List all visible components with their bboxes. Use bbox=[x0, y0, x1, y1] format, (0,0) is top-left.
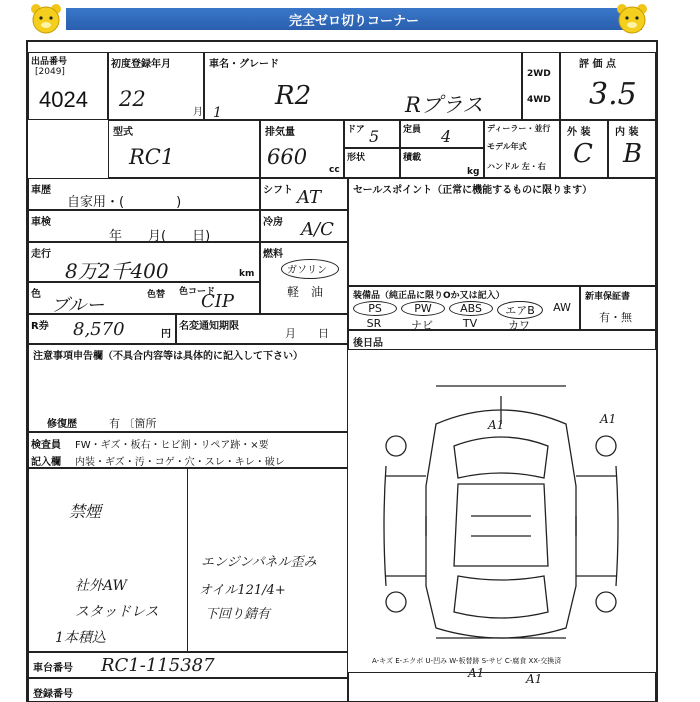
first-reg-year: 22 bbox=[119, 87, 146, 111]
damage-mark: A1 bbox=[526, 672, 543, 686]
header-banner bbox=[6, 2, 694, 36]
inspection-value: 年 月( 日) bbox=[109, 229, 211, 244]
drive-2wd: 2WD bbox=[527, 69, 551, 79]
inspection-box bbox=[28, 210, 260, 242]
equipment-item: エアB bbox=[497, 301, 543, 319]
damage-legend: A-キズ E-エクボ U-凹み W-板替跡 S-サビ C-腐食 XX-交換済 bbox=[372, 657, 562, 665]
handwritten-note: 1本積込 bbox=[55, 630, 106, 646]
mileage-box bbox=[28, 242, 260, 282]
type-value: RC1 bbox=[129, 145, 175, 169]
doors-value: 5 bbox=[369, 127, 380, 146]
first-reg-month: 1 bbox=[213, 105, 222, 121]
handwritten-note: 下回り錆有 bbox=[205, 607, 271, 622]
load-unit: kg bbox=[467, 167, 480, 177]
model-name: R2 bbox=[275, 81, 312, 111]
selling-points-box bbox=[348, 178, 656, 286]
equipment-item: ABS bbox=[449, 301, 493, 316]
chassis-value: RC1-115387 bbox=[101, 655, 215, 676]
type-label: 型式 bbox=[113, 127, 133, 138]
damage-diagram bbox=[348, 350, 656, 686]
load-box bbox=[400, 148, 484, 178]
capacity-label: 定員 bbox=[403, 125, 422, 135]
repair-value: 有 〔箇所 bbox=[109, 417, 157, 430]
repair-label: 修復歴 bbox=[47, 419, 77, 430]
mileage-unit: km bbox=[239, 269, 255, 279]
color-label: 色 bbox=[31, 289, 41, 300]
load-label: 積載 bbox=[403, 153, 422, 163]
damage-legend-row2: 内装・ギズ・汚・コゲ・穴・スレ・キレ・破レ bbox=[75, 457, 285, 468]
grade-name: Rプラス bbox=[405, 93, 484, 117]
handle-label: ハンドル 左・右 bbox=[487, 162, 546, 171]
footer-right-box bbox=[348, 672, 656, 702]
lot-sub: [2049] bbox=[35, 67, 65, 77]
warranty-box bbox=[580, 286, 656, 330]
fuel-box bbox=[260, 242, 348, 314]
capacity-value: 4 bbox=[441, 127, 452, 146]
equipment-item: TV bbox=[462, 317, 478, 330]
recorder-label: 記入欄 bbox=[31, 457, 61, 468]
equipment-item: PS bbox=[353, 301, 397, 316]
shift-value: AT bbox=[297, 187, 322, 208]
doors-label: ドア bbox=[347, 125, 365, 135]
model-grade-box bbox=[204, 52, 522, 120]
interior-grade: B bbox=[623, 139, 643, 169]
use-label: 車歴 bbox=[31, 185, 51, 196]
type-box bbox=[108, 120, 260, 178]
displacement-value: 660 bbox=[267, 145, 308, 169]
registration-box bbox=[28, 678, 348, 702]
handwritten-note: オイル121/4+ bbox=[199, 583, 286, 598]
equipment-item: PW bbox=[401, 301, 445, 316]
notice-box bbox=[176, 314, 348, 344]
equipment-item: SR bbox=[366, 317, 382, 330]
doors-box bbox=[344, 120, 400, 148]
handwritten-note: スタッドレス bbox=[75, 604, 159, 620]
ac-box bbox=[260, 210, 348, 242]
ac-label: 冷房 bbox=[263, 217, 283, 228]
equipment-item: カワ bbox=[508, 319, 530, 332]
use-box bbox=[28, 178, 260, 210]
equipment-item: AW bbox=[553, 301, 571, 314]
color-box bbox=[28, 282, 260, 314]
notice-label: 名変通知期限 bbox=[179, 321, 239, 332]
lot-number-box bbox=[28, 52, 108, 120]
ac-value: A/C bbox=[301, 219, 334, 240]
mileage-value: 8万2千400 bbox=[65, 259, 169, 283]
chassis-label: 車台番号 bbox=[33, 663, 73, 674]
first-registration-box bbox=[108, 52, 204, 120]
lot-number: 4024 bbox=[39, 87, 88, 112]
color-code-label: 色コード bbox=[179, 287, 216, 297]
interior-label: 内 装 bbox=[615, 127, 639, 138]
damage-mark: A1 bbox=[468, 666, 485, 680]
damage-legend-row1: FW・ギズ・板右・ヒビ割・リペア跡・×要 bbox=[75, 440, 269, 451]
recycle-label: R券 bbox=[31, 321, 49, 332]
shape-label: 形状 bbox=[347, 153, 366, 163]
mascot-bear-icon bbox=[612, 2, 652, 34]
fuel-label: 燃料 bbox=[263, 249, 283, 260]
equipment-item: ナビ bbox=[411, 319, 433, 332]
equipment-box bbox=[348, 286, 580, 330]
drive-box bbox=[522, 52, 560, 120]
exterior-label: 外 装 bbox=[567, 127, 591, 138]
shift-label: シフト bbox=[263, 185, 293, 196]
color-value: ブルー bbox=[51, 295, 105, 316]
displacement-unit: cc bbox=[329, 165, 340, 175]
dealer-label: ディーラー・並行 bbox=[487, 124, 551, 133]
exterior-grade-box bbox=[560, 120, 608, 178]
warranty-value: 有・無 bbox=[599, 311, 632, 324]
lot-label: 出品番号 bbox=[31, 57, 68, 67]
recycle-value: 8,570 bbox=[73, 319, 125, 340]
inspection-label: 車検 bbox=[31, 217, 51, 228]
notice-value: 月 日 bbox=[285, 327, 329, 340]
registration-label: 登録番号 bbox=[33, 689, 73, 700]
damage-mark: A1 bbox=[600, 412, 617, 426]
car-outline-diagram bbox=[376, 366, 626, 656]
handwritten-note: 社外AW bbox=[75, 578, 127, 594]
notes-label: 注意事項申告欄（不具合内容等は具体的に記入して下さい） bbox=[33, 351, 303, 362]
banner-title: 完全ゼロ切りコーナー bbox=[66, 8, 642, 30]
handwritten-note: 禁煙 bbox=[69, 502, 102, 521]
auction-sheet bbox=[26, 40, 658, 702]
handwritten-note: エンジンパネル歪み bbox=[201, 555, 317, 570]
mileage-label: 走行 bbox=[31, 249, 51, 260]
model-label: 車名・グレード bbox=[209, 59, 279, 70]
displacement-box bbox=[260, 120, 344, 178]
score-box bbox=[560, 52, 656, 120]
fuel-value: ガソリン bbox=[287, 265, 327, 276]
fuel-alt: 軽 油 bbox=[287, 285, 324, 299]
warranty-label: 新車保証書 bbox=[585, 292, 631, 302]
equipment-label: 装備品（純正品に限りOか又は記入） bbox=[353, 291, 505, 301]
recycle-box bbox=[28, 314, 176, 344]
later-install-box bbox=[348, 330, 656, 350]
model-year-label: モデル年式 bbox=[487, 142, 527, 151]
shift-box bbox=[260, 178, 348, 210]
chassis-box bbox=[28, 652, 348, 678]
first-reg-label: 初度登録年月 bbox=[111, 59, 171, 70]
color-no-label: 色替 bbox=[147, 290, 166, 300]
score-value: 3.5 bbox=[589, 77, 637, 112]
month-unit: 月 bbox=[193, 107, 203, 118]
remarks-box bbox=[28, 468, 348, 652]
recycle-unit: 円 bbox=[161, 329, 171, 340]
capacity-box bbox=[400, 120, 484, 148]
displacement-label: 排気量 bbox=[265, 127, 295, 138]
selling-points-label: セールスポイント（正常に機能するものに限ります） bbox=[353, 185, 593, 196]
notes-box bbox=[28, 344, 348, 432]
damage-mark: A1 bbox=[488, 418, 505, 432]
color-code: CIP bbox=[201, 291, 234, 312]
interior-grade-box bbox=[608, 120, 656, 178]
damage-legend-box bbox=[28, 432, 348, 468]
shape-box bbox=[344, 148, 400, 178]
later-install-label: 後日品 bbox=[353, 338, 383, 349]
inspector-label: 検査員 bbox=[31, 440, 61, 451]
score-label: 評 価 点 bbox=[579, 59, 616, 70]
exterior-grade: C bbox=[573, 139, 593, 169]
dealer-box bbox=[484, 120, 560, 178]
use-value: 自家用・( ) bbox=[67, 195, 182, 210]
mascot-bear-icon bbox=[26, 2, 66, 34]
drive-4wd: 4WD bbox=[527, 95, 551, 105]
